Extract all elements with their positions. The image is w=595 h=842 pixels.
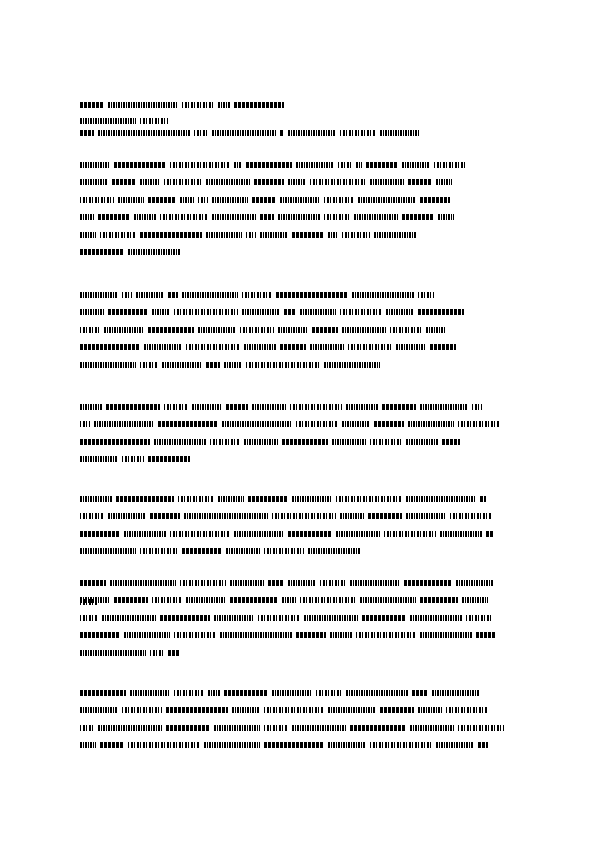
header-word [280, 130, 284, 136]
text-word [242, 292, 272, 298]
text-word [80, 632, 120, 638]
text-word [410, 725, 454, 731]
text-word [180, 197, 194, 203]
text-word [410, 615, 462, 621]
text-line [80, 724, 512, 733]
text-word [160, 214, 208, 220]
text-word [80, 162, 110, 168]
text-word [276, 292, 348, 298]
text-word [288, 179, 306, 185]
text-line [80, 213, 512, 222]
header-word [340, 130, 376, 136]
text-word [246, 162, 292, 168]
text-word [234, 531, 284, 537]
text-word [480, 496, 486, 502]
text-word [80, 404, 102, 410]
text-word [390, 327, 422, 333]
text-word [340, 513, 364, 519]
text-word [160, 615, 210, 621]
text-word [148, 327, 194, 333]
text-word [174, 309, 238, 315]
header-word [80, 130, 94, 136]
text-word [122, 292, 132, 298]
text-word [272, 513, 336, 519]
text-word [222, 421, 292, 427]
paragraph-4 [80, 495, 512, 556]
text-word [456, 580, 494, 586]
text-word [80, 496, 112, 502]
text-word [80, 421, 90, 427]
text-word [356, 632, 416, 638]
text-word [246, 362, 320, 368]
header-line-1 [80, 101, 296, 110]
text-word [366, 162, 398, 168]
text-line [80, 455, 512, 464]
text-word [324, 197, 354, 203]
text-word [418, 707, 442, 713]
text-line [80, 631, 512, 640]
text-word [296, 162, 334, 168]
text-word [80, 707, 118, 713]
text-word [150, 650, 164, 656]
text-word [300, 597, 356, 603]
text-word [280, 344, 306, 350]
text-word [174, 690, 204, 696]
text-word [328, 742, 366, 748]
text-word [348, 344, 392, 350]
text-word [316, 690, 342, 696]
text-word [164, 404, 188, 410]
paragraph-3 [80, 403, 512, 464]
text-word [124, 531, 166, 537]
text-word [396, 344, 426, 350]
text-word [312, 327, 338, 333]
text-word [352, 292, 414, 298]
text-word [374, 232, 416, 238]
text-word [206, 179, 250, 185]
text-word [230, 597, 278, 603]
text-word [458, 725, 504, 731]
text-word [296, 421, 338, 427]
text-word [206, 362, 220, 368]
text-word [244, 344, 276, 350]
text-line [80, 512, 512, 521]
text-word [336, 496, 402, 502]
text-word [406, 513, 446, 519]
text-line [80, 689, 512, 698]
text-word [164, 179, 202, 185]
header-word [108, 102, 178, 108]
text-word [192, 404, 222, 410]
text-word [328, 232, 338, 238]
text-word [434, 162, 466, 168]
text-word [370, 439, 402, 445]
text-word [80, 309, 104, 315]
text-word [204, 742, 260, 748]
text-word [252, 404, 286, 410]
text-word [284, 309, 296, 315]
text-word [438, 214, 454, 220]
text-line [80, 614, 512, 623]
text-word [244, 439, 278, 445]
text-word [418, 309, 464, 315]
text-word [258, 615, 300, 621]
text-word [140, 362, 158, 368]
text-line [80, 495, 512, 504]
text-word [328, 707, 376, 713]
text-word [166, 707, 228, 713]
text-word [360, 597, 416, 603]
text-word [174, 632, 216, 638]
text-word [386, 309, 414, 315]
text-word [134, 214, 156, 220]
header-word [234, 102, 284, 108]
text-word [310, 344, 344, 350]
text-word [106, 404, 160, 410]
text-line [80, 403, 512, 412]
text-word [442, 439, 460, 445]
text-word [356, 162, 362, 168]
text-word [100, 742, 124, 748]
text-word [342, 327, 386, 333]
text-line [80, 161, 512, 170]
text-word [148, 197, 176, 203]
text-word [420, 632, 472, 638]
text-word [446, 707, 488, 713]
text-line [80, 326, 512, 335]
text-word [338, 162, 352, 168]
text-word [278, 327, 308, 333]
text-word [80, 725, 94, 731]
text-word [420, 197, 450, 203]
text-word [80, 214, 94, 220]
text-word [436, 179, 452, 185]
text-word [478, 742, 488, 748]
text-word [350, 580, 400, 586]
text-word [130, 690, 170, 696]
text-word [80, 292, 118, 298]
text-line [80, 741, 512, 750]
text-word [268, 580, 284, 586]
text-line [80, 547, 512, 556]
text-word [402, 214, 434, 220]
text-line [80, 343, 512, 352]
text-word [98, 725, 162, 731]
text-word [116, 496, 174, 502]
text-word [300, 309, 336, 315]
text-line [80, 248, 512, 257]
text-word [264, 725, 288, 731]
text-word [154, 439, 206, 445]
text-word [152, 597, 182, 603]
text-word [246, 232, 256, 238]
text-word [264, 742, 324, 748]
text-word [80, 179, 108, 185]
text-line [80, 291, 512, 300]
text-word [80, 513, 104, 519]
text-word [310, 179, 366, 185]
text-line [80, 579, 512, 588]
text-word [340, 309, 382, 315]
paragraph-1 [80, 161, 512, 257]
text-word [224, 362, 242, 368]
text-line [80, 361, 512, 370]
text-word [122, 707, 162, 713]
text-word [80, 597, 110, 603]
text-word [80, 742, 96, 748]
text-word [382, 404, 416, 410]
text-word [168, 650, 180, 656]
header-line-2 [80, 117, 176, 126]
text-line [80, 706, 512, 715]
text-word [362, 615, 406, 621]
text-word [80, 580, 106, 586]
text-word [140, 548, 178, 554]
text-line [80, 178, 512, 187]
text-word [80, 456, 118, 462]
text-word [80, 344, 140, 350]
header-word [98, 130, 190, 136]
text-word [186, 597, 226, 603]
text-word [402, 162, 430, 168]
text-word [260, 232, 288, 238]
text-word [94, 421, 154, 427]
text-word [80, 531, 120, 537]
header-word [194, 130, 208, 136]
text-word [212, 214, 256, 220]
text-line [80, 196, 512, 205]
text-word [242, 309, 280, 315]
text-line [80, 596, 512, 605]
text-word [186, 344, 240, 350]
text-word [336, 531, 380, 537]
header-word [288, 130, 336, 136]
text-line [80, 231, 512, 240]
text-word [342, 421, 370, 427]
paragraph-6 [80, 689, 512, 750]
text-word [80, 327, 100, 333]
paragraph-2 [80, 291, 512, 370]
text-word [148, 456, 190, 462]
text-word [80, 548, 136, 554]
text-word [240, 327, 274, 333]
text-word [80, 439, 150, 445]
text-word [162, 362, 202, 368]
header-word [80, 118, 136, 124]
text-word [288, 531, 332, 537]
text-word [374, 421, 404, 427]
text-word [264, 707, 324, 713]
header-word [380, 130, 420, 136]
text-word [150, 513, 180, 519]
text-word [214, 725, 260, 731]
text-word [100, 232, 136, 238]
text-line [80, 530, 512, 539]
text-word [170, 162, 230, 168]
text-word [124, 632, 170, 638]
text-word [108, 513, 146, 519]
text-word [324, 362, 380, 368]
text-word [278, 214, 320, 220]
text-word [226, 404, 248, 410]
text-word [350, 725, 406, 731]
text-word [346, 404, 378, 410]
text-word [380, 707, 414, 713]
text-word [166, 725, 210, 731]
text-word [462, 597, 488, 603]
text-word [440, 531, 482, 537]
text-word [254, 179, 284, 185]
text-word [418, 292, 434, 298]
text-word [408, 421, 454, 427]
header-word [140, 118, 168, 124]
text-word [178, 496, 214, 502]
text-word [248, 496, 288, 502]
text-word [420, 597, 458, 603]
text-word [102, 615, 156, 621]
text-word [280, 197, 320, 203]
text-word [296, 632, 326, 638]
text-word [354, 214, 398, 220]
text-word [290, 404, 342, 410]
text-word [140, 179, 160, 185]
text-word [308, 548, 360, 554]
text-word [412, 690, 428, 696]
text-word [114, 597, 148, 603]
text-line [80, 420, 512, 429]
text-word [208, 690, 220, 696]
header-word [212, 130, 276, 136]
text-word [128, 249, 180, 255]
text-word [140, 232, 202, 238]
text-word [122, 456, 144, 462]
text-word [450, 513, 492, 519]
text-word [80, 249, 124, 255]
text-word [184, 513, 268, 519]
text-word [264, 548, 304, 554]
text-word [210, 439, 240, 445]
text-word [144, 344, 182, 350]
text-word [198, 327, 236, 333]
text-word [320, 580, 346, 586]
header-word [182, 102, 214, 108]
header-line-3 [80, 129, 440, 138]
header-word [80, 102, 104, 108]
paragraph-5 [80, 579, 512, 658]
text-word [168, 292, 178, 298]
text-word [128, 742, 200, 748]
text-word [206, 232, 242, 238]
text-word [110, 580, 176, 586]
text-word [252, 197, 276, 203]
text-word [80, 690, 126, 696]
text-word [226, 548, 260, 554]
text-word [260, 214, 274, 220]
text-word [436, 742, 474, 748]
text-line [80, 649, 512, 658]
text-word [152, 309, 170, 315]
text-word [80, 232, 96, 238]
text-word [430, 344, 456, 350]
text-word [80, 362, 136, 368]
text-line [80, 438, 512, 447]
text-word [214, 615, 254, 621]
header-word [218, 102, 230, 108]
text-word [182, 548, 222, 554]
text-word [282, 597, 296, 603]
text-word [282, 439, 328, 445]
text-word [358, 197, 416, 203]
text-word [332, 439, 366, 445]
text-word [486, 531, 494, 537]
text-word [472, 404, 482, 410]
text-word [104, 327, 144, 333]
text-word [384, 531, 436, 537]
text-word [466, 615, 492, 621]
text-word [476, 632, 496, 638]
text-word [406, 496, 476, 502]
text-word [198, 197, 208, 203]
text-word [304, 615, 358, 621]
text-word [112, 179, 136, 185]
text-word [224, 690, 268, 696]
text-word [180, 580, 226, 586]
text-word [232, 707, 260, 713]
text-word [292, 232, 324, 238]
text-word [108, 309, 148, 315]
text-word [408, 179, 432, 185]
text-word [158, 421, 218, 427]
text-word [136, 292, 164, 298]
text-word [370, 742, 432, 748]
text-word [212, 197, 248, 203]
text-word [118, 197, 144, 203]
text-word [370, 179, 404, 185]
text-line [80, 308, 512, 317]
text-word [342, 232, 370, 238]
text-word [368, 513, 402, 519]
text-word [220, 632, 292, 638]
text-word [292, 496, 332, 502]
text-word [182, 292, 238, 298]
text-word [80, 650, 146, 656]
text-word [230, 580, 264, 586]
text-word [114, 162, 166, 168]
text-word [420, 404, 468, 410]
text-word [80, 197, 114, 203]
text-word [292, 725, 346, 731]
text-word [426, 327, 446, 333]
text-word [98, 214, 130, 220]
text-word [324, 214, 350, 220]
text-word [406, 439, 438, 445]
text-word [288, 580, 316, 586]
text-word [170, 531, 230, 537]
text-word [346, 690, 408, 696]
text-word [330, 632, 352, 638]
text-word [272, 690, 312, 696]
text-word [458, 421, 500, 427]
text-word [404, 580, 452, 586]
text-word [218, 496, 244, 502]
text-word [80, 615, 98, 621]
text-word [234, 162, 242, 168]
text-word [432, 690, 480, 696]
